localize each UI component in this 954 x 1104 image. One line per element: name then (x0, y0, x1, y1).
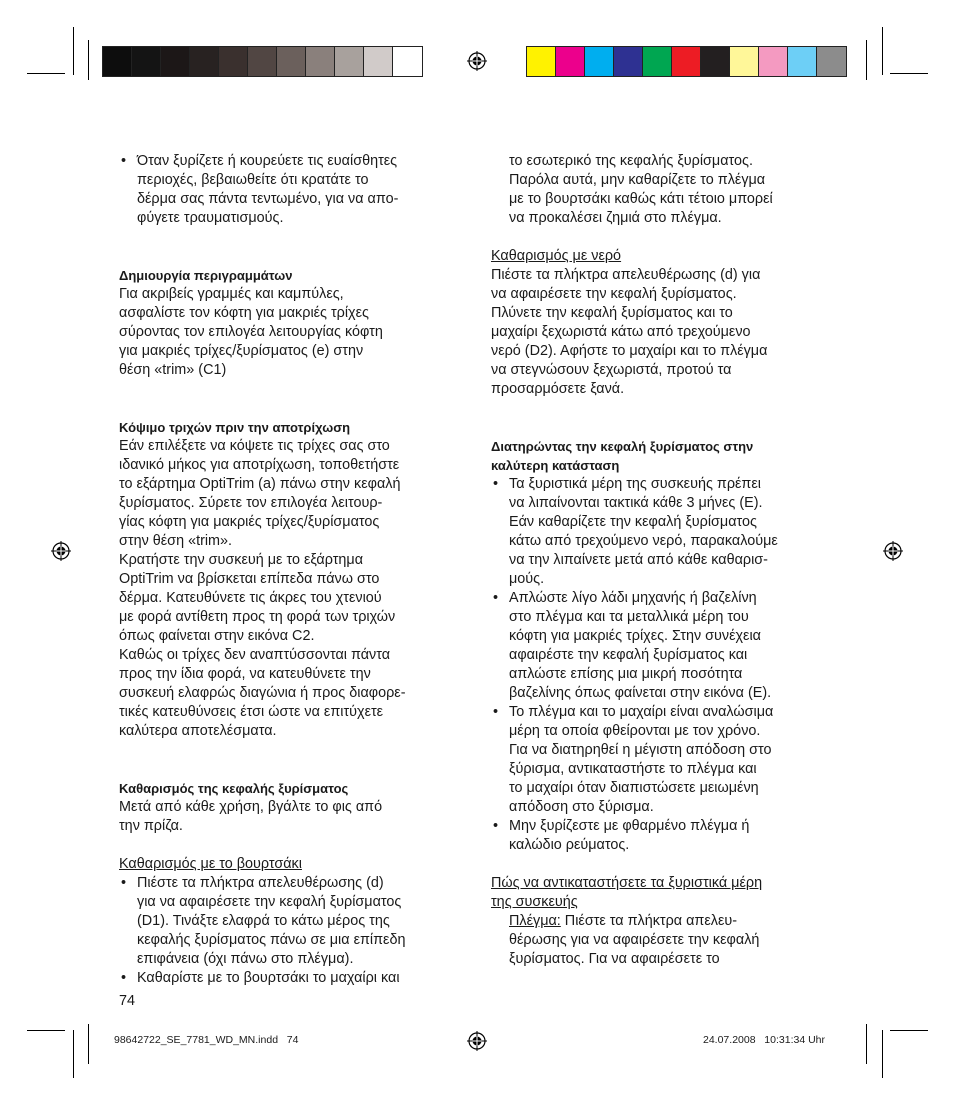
color-swatch (643, 47, 672, 76)
maintain-heading: Διατηρώντας την κεφαλή ξυρίσματος στην καλύτερη κατάσταση (491, 439, 754, 473)
crop-mark (27, 73, 65, 74)
color-swatch (730, 47, 759, 76)
color-swatch (103, 47, 132, 76)
water-text: Πιέστε τα πλήκτρα απελευθέρωσης (d) για να αφαιρέσετε την κεφαλή ξυρίσματος. Πλύνετε την κεφαλή ξυρίσματος και το μαχαίρι ξεχωριστά κάτω από τρεχούμενο νερό (D2). Αφήστε το μαχαίρι και το πλέγμα να στεγνώσουν ξεχωριστά, προτού τα προσαρμόσετε ξανά. (491, 267, 768, 397)
color-swatch (556, 47, 585, 76)
replace-heading: Πώς να αντικαταστήσετε τα ξυριστικά μέρη της συσκευής (491, 875, 763, 910)
crop-mark (866, 1024, 867, 1064)
intro-bullet-list (119, 152, 464, 228)
color-swatch (219, 47, 248, 76)
color-swatch (788, 47, 817, 76)
cutting-text: Εάν επιλέξετε να κόψετε τις τρίχες σας στο ιδανικό μήκος για αποτρίχωση, τοποθετήστε το εξάρτημα OptiTrim (a) πάνω στην κεφαλή ξυρίσματος. Σύρετε τον επιλογέα λειτουρ- γίας κόφτη για μακριές τρίχες/ξυρίσματος στην θέση «trim». Κρατήστε την συσκευή με το εξάρτημα OptiTrim να βρίσκεται επίπεδα πάνω στο δέρμα. Κατευθύνετε τις άκρες του χτενιού με φορά αντίθετη προς τη φορά των τριχών όπως φαίνεται στην εικόνα C2. Καθώς οι τρίχες δεν αναπτύσσονται πάντα προς την ίδια φορά, να κατευθύνετε την συσκευή ελαφρώς διαγώνια ή προς διαφορε- τικές κατευθύνσεις έτσι ώστε να επιτύχετε καλύτερα αποτελέσματα. (119, 438, 406, 739)
crop-mark (882, 1030, 883, 1078)
crop-mark (890, 1030, 928, 1031)
foil-label: Πλέγμα: (509, 913, 561, 929)
cleaning-heading: Καθαρισμός της κεφαλής ξυρίσματος (119, 781, 349, 796)
maintain-bullet-list (491, 475, 836, 855)
grayscale-color-bar (102, 46, 423, 77)
crop-mark (73, 1030, 74, 1078)
water-heading: Καθαρισμός με νερό (491, 248, 622, 264)
color-swatch (672, 47, 701, 76)
color-swatch (701, 47, 730, 76)
brush-continued-text: το εσωτερικό της κεφαλής ξυρίσματος. Παρόλα αυτά, μην καθαρίζετε το πλέγμα με το βουρτσάκι καθώς κάτι τέτοιο μπορεί να προκαλέσει ζημιά στο πλέγμα. (509, 153, 773, 226)
maintain-bullet: • Μην ξυρίζεστε με φθαρμένο πλέγμα ή καλώδιο ρεύματος. (491, 817, 836, 855)
brush-bullet: • Πιέστε τα πλήκτρα απελευθέρωσης (d) για να αφαιρέσετε την κεφαλή ξυρίσματος (D1). Τινάξτε ελαφρά το κάτω μέρος της κεφαλής ξυρίσματος πάνω σε μια επίπεδη επιφάνεια (όχι πάνω στο πλέγμα). (119, 874, 464, 969)
color-swatch (306, 47, 335, 76)
color-swatch (132, 47, 161, 76)
maintain-bullet: • Τα ξυριστικά μέρη της συσκευής πρέπει να λιπαίνονται τακτικά κάθε 3 μήνες (E). Εάν καθαρίζετε την κεφαλή ξυρίσματος κάτω από τρεχούμενο νερό, παρακαλούμε να την λιπαίνετε μετά από κάθε καθαρισ- μούς. (491, 475, 836, 589)
footer-date-info: 24.07.2008 10:31:34 Uhr (703, 1034, 826, 1046)
color-swatch (248, 47, 277, 76)
foil-text-rest: θέρωσης για να αφαιρέσετε την κεφαλή ξυρίσματος. Για να αφαιρέσετε το (509, 932, 760, 967)
crop-mark (882, 27, 883, 75)
contours-text: Για ακριβείς γραμμές και καμπύλες, ασφαλίστε τον κόφτη για μακριές τρίχες σύροντας τον επιλογέα λειτουργίας κόφτη για μακριές τρίχες/ξυρίσματος (e) στην θέση «trim» (C1) (119, 286, 383, 378)
left-column (119, 152, 464, 1011)
color-swatch (817, 47, 846, 76)
registration-mark-icon (467, 51, 487, 71)
cleaning-text: Μετά από κάθε χρήση, βγάλτε το φις από την πρίζα. (119, 799, 383, 834)
color-swatch (364, 47, 393, 76)
color-swatch (190, 47, 219, 76)
color-swatch (614, 47, 643, 76)
color-swatch (585, 47, 614, 76)
color-swatch (393, 47, 422, 76)
foil-text (491, 912, 836, 969)
crop-mark (73, 27, 74, 75)
maintain-bullet: • Το πλέγμα και το μαχαίρι είναι αναλώσιμα μέρη τα οποία φθείρονται με τον χρόνο. Για να διατηρηθεί η μέγιστη απόδοση στο ξύρισμα, αντικαταστήστε το πλέγμα και το μαχαίρι όταν διαπιστώσετε μειωμένη απόδοση στο ξύρισμα. (491, 703, 836, 817)
color-swatch (277, 47, 306, 76)
foil-text-first: Πιέστε τα πλήκτρα απελευ- (560, 913, 738, 929)
color-swatch (759, 47, 788, 76)
right-column (491, 152, 836, 969)
registration-mark-icon (883, 541, 903, 561)
crop-mark (866, 40, 867, 80)
crop-mark (88, 1024, 89, 1064)
page-number: 74 (119, 993, 136, 1009)
process-color-bar (526, 46, 847, 77)
contours-heading: Δημιουργία περιγραμμάτων (119, 268, 293, 283)
crop-mark (27, 1030, 65, 1031)
brush-bullet-list (119, 874, 464, 988)
brush-bullet: • Καθαρίστε με το βουρτσάκι το μαχαίρι και (119, 969, 464, 988)
maintain-bullet: • Απλώστε λίγο λάδι μηχανής ή βαζελίνη στο πλέγμα και τα μεταλλικά μέρη του κόφτη για μακριές τρίχες. Στην συνέχεια αφαιρέστε την κεφαλή ξυρίσματος και απλώστε επίσης μια μικρή ποσότητα βαζελίνης όπως φαίνεται στην εικόνα (E). (491, 589, 836, 703)
crop-mark (88, 40, 89, 80)
color-swatch (335, 47, 364, 76)
color-swatch (527, 47, 556, 76)
intro-bullet: • Όταν ξυρίζετε ή κουρεύετε τις ευαίσθητες περιοχές, βεβαιωθείτε ότι κρατάτε το δέρμα σας πάντα τεντωμένο, για να απο- φύγετε τραυματισμούς. (119, 152, 464, 228)
crop-mark (890, 73, 928, 74)
registration-mark-icon (467, 1031, 487, 1051)
brush-heading: Καθαρισμός με το βουρτσάκι (119, 856, 302, 872)
color-swatch (161, 47, 190, 76)
cutting-heading: Κόψιμο τριχών πριν την αποτρίχωση (119, 420, 351, 435)
registration-mark-icon (51, 541, 71, 561)
footer-file-info: 98642722_SE_7781_WD_MN.indd 74 (114, 1034, 299, 1046)
